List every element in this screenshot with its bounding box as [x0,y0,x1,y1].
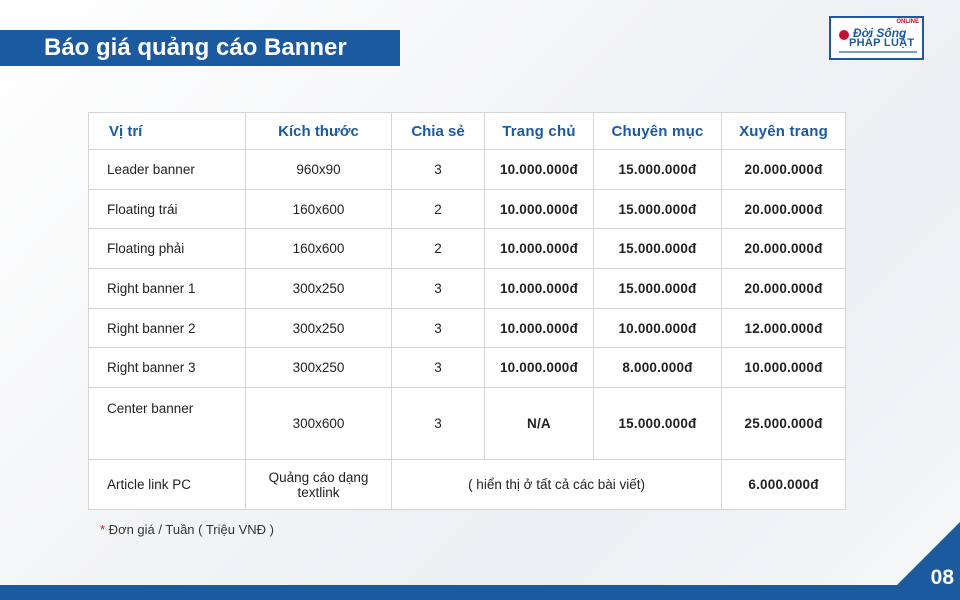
header-homepage: Trang chủ [485,113,594,150]
cell-size: 300x250 [246,269,392,309]
cell-size: 160x600 [246,189,392,229]
logo-mark-icon [839,30,849,40]
cell-position: Article link PC [89,460,246,510]
cell-category-price: 15.000.000đ [593,388,721,460]
page-number: 08 [930,566,954,589]
cell-homepage-price: 10.000.000đ [485,150,594,190]
cell-category-price: 15.000.000đ [593,150,721,190]
table-row-article-link [89,460,846,510]
cell-homepage-price: N/A [485,388,594,460]
table-row [89,150,846,190]
cell-position: Floating trái [89,189,246,229]
cell-position: Center banner [89,388,246,460]
cell-homepage-price: 10.000.000đ [485,308,594,348]
footer-bar [0,585,960,600]
table-row [89,308,846,348]
cell-position: Right banner 2 [89,308,246,348]
logo-line-1: Đời Sống [853,26,907,40]
cell-category-price: 15.000.000đ [593,229,721,269]
table-row [89,189,846,229]
cell-site-wide-price: 25.000.000đ [722,388,846,460]
cell-homepage-price: 10.000.000đ [485,348,594,388]
cell-category-price: 15.000.000đ [593,189,721,229]
cell-share: 2 [392,189,485,229]
price-note [100,522,274,537]
cell-size: 300x600 [246,388,392,460]
cell-size: 960x90 [246,150,392,190]
cell-share: 3 [392,269,485,309]
table-row [89,269,846,309]
logo-tagline-rule [839,51,917,53]
cell-size: 160x600 [246,229,392,269]
table-row [89,348,846,388]
table-row [89,229,846,269]
cell-description: ( hiển thị ở tất cả các bài viết) [392,460,722,510]
table-row [89,388,846,460]
cell-category-price: 8.000.000đ [593,348,721,388]
price-table [88,112,846,510]
cell-homepage-price: 10.000.000đ [485,229,594,269]
cell-site-wide-price: 10.000.000đ [722,348,846,388]
cell-position: Right banner 1 [89,269,246,309]
cell-share: 3 [392,388,485,460]
cell-homepage-price: 10.000.000đ [485,189,594,229]
cell-position: Right banner 3 [89,348,246,388]
cell-site-wide-price: 20.000.000đ [722,189,846,229]
cell-share: 3 [392,308,485,348]
page-title: Báo giá quảng cáo Banner [0,30,400,66]
header-category: Chuyên mục [593,113,721,150]
header-size: Kích thước [246,113,392,150]
cell-position: Leader banner [89,150,246,190]
cell-size: 300x250 [246,348,392,388]
logo-online-label: ONLINE [896,19,919,25]
header-site-wide: Xuyên trang [722,113,846,150]
logo-line-2: PHÁP LUẬT [849,37,915,49]
header-share: Chia sẻ [392,113,485,150]
cell-size: 300x250 [246,308,392,348]
cell-share: 3 [392,150,485,190]
note-text: Đơn giá / Tuần ( Triệu VNĐ ) [105,522,274,537]
cell-site-wide-price: 12.000.000đ [722,308,846,348]
cell-share: 2 [392,229,485,269]
cell-size: Quảng cáo dạng textlink [246,460,392,510]
cell-category-price: 15.000.000đ [593,269,721,309]
cell-site-wide-price: 20.000.000đ [722,229,846,269]
cell-site-wide-price: 20.000.000đ [722,269,846,309]
cell-position: Floating phải [89,229,246,269]
table-header-row [89,113,846,150]
brand-logo [829,16,924,60]
cell-share: 3 [392,348,485,388]
cell-site-wide-price: 20.000.000đ [722,150,846,190]
header-position: Vị trí [89,113,246,150]
cell-homepage-price: 10.000.000đ [485,269,594,309]
cell-site-wide-price: 6.000.000đ [722,460,846,510]
cell-category-price: 10.000.000đ [593,308,721,348]
note-asterisk: * [100,522,106,537]
